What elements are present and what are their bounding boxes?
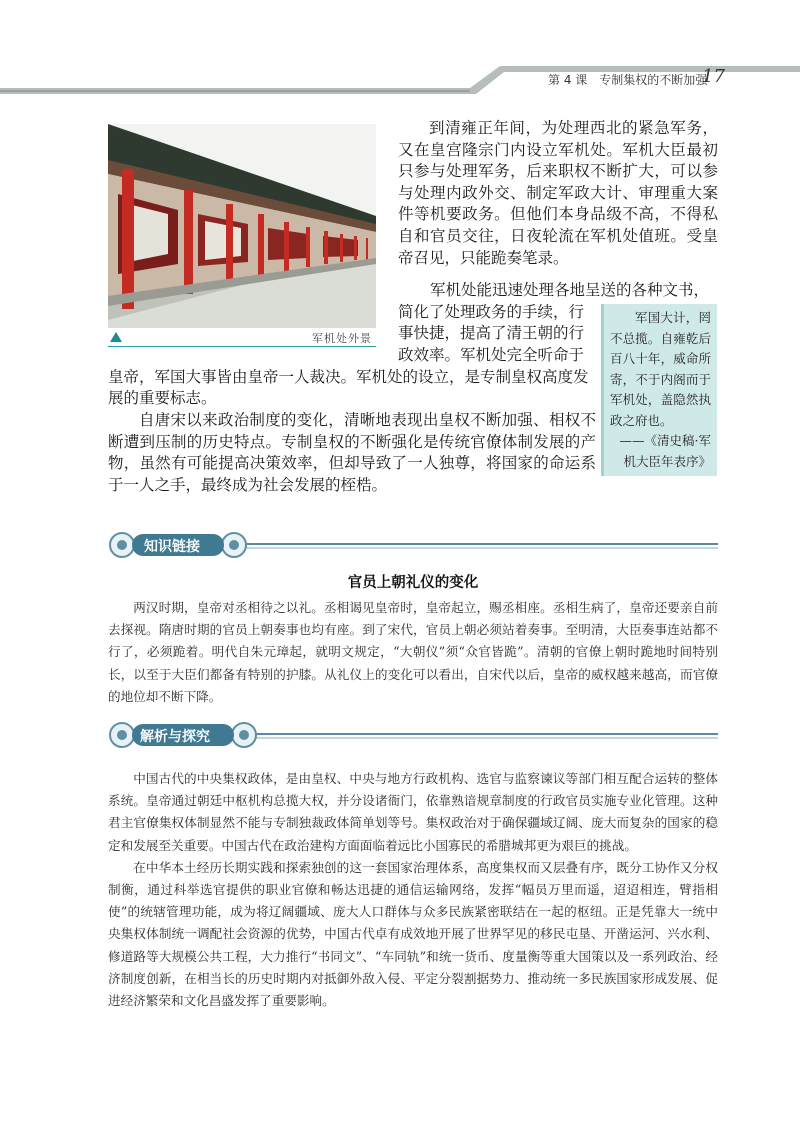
main-paragraph-2-line-6: 展的重要标志。 [108, 389, 217, 407]
main-paragraph-1: 到清雍正年间，为处理西北的紧急军务，又在皇宫隆宗门内设立军机处。军机大臣最初只参与处理军务，后来职权不断扩大，可以参与处理内政外交、制定军政大计、审理重大案件等机要政务。但他们本身品级不高，不得私自和官员交往，日夜轮流在军机处值班。受皇帝召见，只能跪奏笔录。 [398, 119, 718, 267]
photo-caption-row [108, 330, 376, 347]
sidenote-source: ——《清史稿·军机大臣年表序》 [619, 433, 711, 469]
sidenote-text: 军国大计，罔不总揽。自雍乾后百八十年，威命所寄，不于内阁而于军机处，盖隐然执政之府也。 [610, 310, 711, 428]
analysis-text [108, 768, 718, 1012]
knowledge-link-heading: 官员上朝礼仪的变化 [347, 574, 479, 591]
photo-caption: 军机处外景 [312, 332, 372, 345]
main-paragraph-2-line-1: 军机处能迅速处理各地呈送的各种文书， [430, 281, 710, 299]
sidenote-box [601, 304, 717, 476]
main-paragraph-2-line-5: 皇帝，军国大事皆由皇帝一人裁决。军机处的设立，是专制皇权高度发 [108, 368, 589, 386]
lesson-header: 第 4 课 专制集权的不断加强 [548, 73, 708, 87]
main-paragraph-3: 自唐宋以来政治制度的变化，清晰地表现出皇权不断加强、相权不断遭到压制的历史特点。专制皇权的不断强化是传统官僚体制发展的产物，虽然有可能提高决策效率，但却导致了一人独尊，将国家的命运系于一人之手，最终成为社会发展的桎梏。 [108, 411, 596, 494]
knowledge-link-paragraph: 两汉时期，皇帝对丞相待之以礼。丞相谒见皇帝时，皇帝起立，赐丞相座。丞相生病了，皇帝还要亲自前去探视。隋唐时期的官员上朝奏事也均有座。到了宋代，官员上朝必须站着奏事。至明清，大臣奏事连站都不行了，必须跪着。明代自朱元璋起，就明文规定，“大朝仪”须“众官皆跪”。清朝的官僚上朝时跪地时间特别长，以至于大臣们都备有特别的护膝。从礼仪上的变化可以看出，自宋代以后，皇帝的威权越来越高，而官僚的地位却不断下降。 [108, 600, 718, 704]
page-number: 17 [702, 66, 725, 87]
junjichu-photo [108, 124, 376, 328]
knowledge-link-text [108, 597, 718, 708]
main-paragraph-2-line-3: 事快捷，提高了清王朝的行 [398, 324, 585, 342]
analysis-paragraph-1: 中国古代的中央集权政体，是由皇权、中央与地方行政机构、选官与监察谏议等部门相互配合运转的整体系统。皇帝通过朝廷中枢机构总揽大权，并分设诸衙门，依靠熟谙规章制度的行政官员实施专业化管理。这种君主官僚集权体制显然不能与专制独裁政体简单划等号。集权政治对于确保疆域辽阔、庞大而复杂的国家的稳定和发展至关重要。中国古代在政治建构方面面临着远比小国寡民的希腊城邦更为艰巨的挑战。 [108, 771, 718, 853]
main-paragraph-2-line-4: 政效率。军机处完全听命于 [398, 346, 585, 364]
analysis-paragraph-2: 在中华本土经历长期实践和探索独创的这一套国家治理体系，高度集权而又层叠有序，既分工协作又分权制衡，通过科举选官提供的职业官僚和畅达迅捷的通信运输网络，发挥“幅员万里而遥，迢迢相连，臂指相使”的统辖管理功能，成为将辽阔疆域、庞大人口群体与众多民族紧密联结在一起的枢纽。正是凭靠大一统中央集权体制统一调配社会资源的优势，中国古代卓有成效地开展了世界罕见的移民屯垦、开凿运河、兴水利、修道路等大规模公共工程，大力推行“书同文”、“车同轨”和统一货币、度量衡等重大国策以及一系列政治、经济制度创新，在相当长的历史时期内对抵御外敌入侵、平定分裂割据势力、推动统一多民族国家形成发展、促进经济繁荣和文化昌盛发挥了重要影响。 [108, 859, 718, 1009]
analysis-title: 解析与探究 [140, 729, 210, 745]
main-paragraph-2-line-2: 简化了处理政务的手续，行 [398, 303, 585, 321]
caption-triangle-icon [110, 332, 122, 342]
knowledge-link-title: 知识链接 [144, 539, 200, 555]
